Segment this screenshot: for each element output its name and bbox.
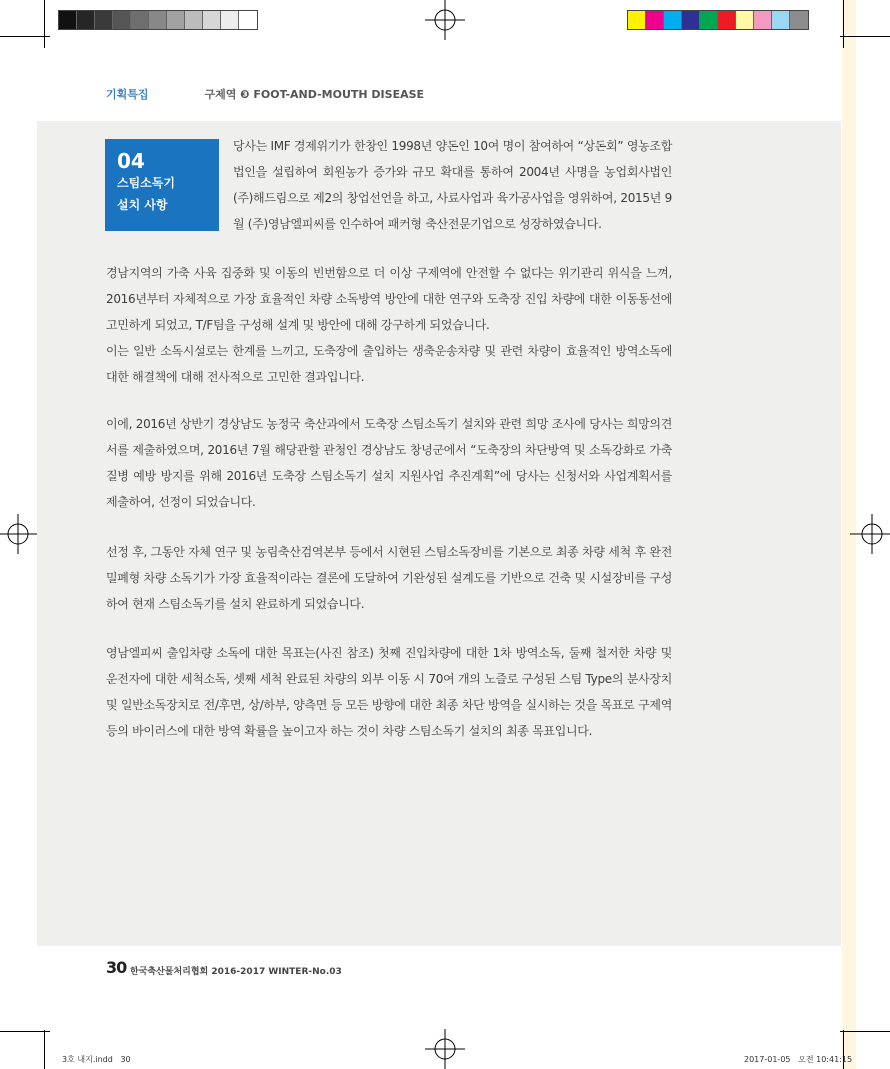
color-swatch [772,11,790,29]
crop-mark [0,36,50,37]
color-swatch [682,11,700,29]
running-header [106,86,424,102]
color-swatch [113,11,131,29]
body-paragraph: 이에, 2016년 상반기 경상남도 농정국 축산과에서 도축장 스팀소독기 설치와 관련 희망 조사에 당사는 희망의견서를 제출하였으며, 2016년 7월 해당관할 관청인 경상남도 창녕군에서 “도축장의 차단방역 및 소독강화로 가축질병 예방 방지를 위해 2016년 도축장 스팀소독기 설치 지원사업 추진계획”에 당사는 신청서와 사업계획서를 제출하여, 선정이 되었습니다. [106,417,672,509]
page-number: 30 [106,958,127,977]
color-swatch [736,11,754,29]
registration-mark-icon [425,0,465,40]
color-swatch [59,11,77,29]
color-swatch [203,11,221,29]
color-swatch [628,11,646,29]
color-swatch [77,11,95,29]
color-swatch [718,11,736,29]
body-paragraph: 선정 후, 그동안 자체 연구 및 농림축산검역본부 등에서 시현된 스팀소독장비를 기본으로 최종 차량 세척 후 완전 밀폐형 차량 소독기가 가장 효율적이라는 결론에 도달하여 기완성된 설계도를 기반으로 건축 및 시설장비를 구성하여 현재 스팀소독기를 설치 완료하게 되었습니다. [106,545,672,611]
crop-mark [0,1031,50,1032]
grayscale-color-bar [58,10,258,30]
section-title-line2: 설치 사항 [117,198,168,212]
body-paragraph: 경남지역의 가축 사육 집중화 및 이동의 빈번함으로 더 이상 구제역에 안전할 수 없다는 위기관리 위식을 느껴, 2016년부터 자체적으로 가장 효율적인 차량 소독방역 방안에 대한 연구와 도축장 진입 차량에 대한 이동동선에 고민하게 되었고, T/F팀을 구성해 설계 및 방안에 대해 강구하게 되었습니다. [106,266,672,332]
section-number: 04 [117,149,145,173]
color-swatch [131,11,149,29]
color-swatch [664,11,682,29]
intro-paragraph: 당사는 IMF 경제위기가 한창인 1998년 양돈인 10여 명이 참여하여 “상돈회” 영농조합법인을 설립하여 회원농가 증가와 규모 확대를 통하여 2004년 사명을 농업회사법인(주)해드림으로 제2의 창업선언을 하고, 사료사업과 육가공사업을 영위하여, 2015년 9월 (주)영남엘피씨를 인수하여 패커형 축산전문기업으로 성장하였습니다. [233,139,672,231]
color-swatch [221,11,239,29]
color-swatch [700,11,718,29]
color-swatch [185,11,203,29]
color-swatch [646,11,664,29]
registration-mark-icon [0,514,40,554]
content-panel [37,121,841,946]
body-paragraph: 이는 일반 소독시설로는 한계를 느끼고, 도축장에 출입하는 생축운송차량 및 관련 차량이 효율적인 방역소독에 대한 해결책에 대해 전사적으로 고민한 결과입니다. [106,344,672,384]
color-swatch [149,11,167,29]
crop-mark [843,0,844,48]
publication-info: 한국축산물처리협회 2016-2017 WINTER-No.03 [130,967,342,977]
section-title-line1: 스팀소독기 [117,176,175,190]
color-swatch [239,11,257,29]
crop-mark [44,0,45,48]
registration-mark-icon [425,1029,465,1069]
cmyk-color-bar [627,10,809,30]
color-swatch [754,11,772,29]
topic-label: 구제역 ❸ FOOT-AND-MOUTH DISEASE [204,88,425,101]
registration-mark-icon [850,514,890,554]
date-slug: 2017-01-05 오전 10:41:15 [744,1055,853,1064]
section-label: 기획특집 [106,88,149,101]
crop-mark [840,36,890,37]
color-swatch [95,11,113,29]
file-slug: 3호 내지.indd 30 [62,1055,131,1064]
body-paragraph: 영남엘피씨 출입차량 소독에 대한 목표는(사진 참조) 첫째 진입차량에 대한 1차 방역소독, 둘째 철저한 차량 및 운전자에 대한 세척소독, 셋째 세척 완료된 차량의 외부 이동 시 70여 개의 노즐로 구성된 스팀 Type의 분사장치 및 일반소독장치로 전/후면, 상/하부, 양측면 등 모든 방향에 대한 최종 차단 방역을 실시하는 것을 목표로 구제역 등의 바이러스에 대한 방역 확률을 높이고자 하는 것이 차량 스팀소독기 설치의 최종 목표입니다. [106,646,672,738]
crop-mark [840,1031,890,1032]
section-badge [105,139,219,231]
crop-mark [44,1030,45,1069]
color-swatch [790,11,808,29]
color-swatch [167,11,185,29]
